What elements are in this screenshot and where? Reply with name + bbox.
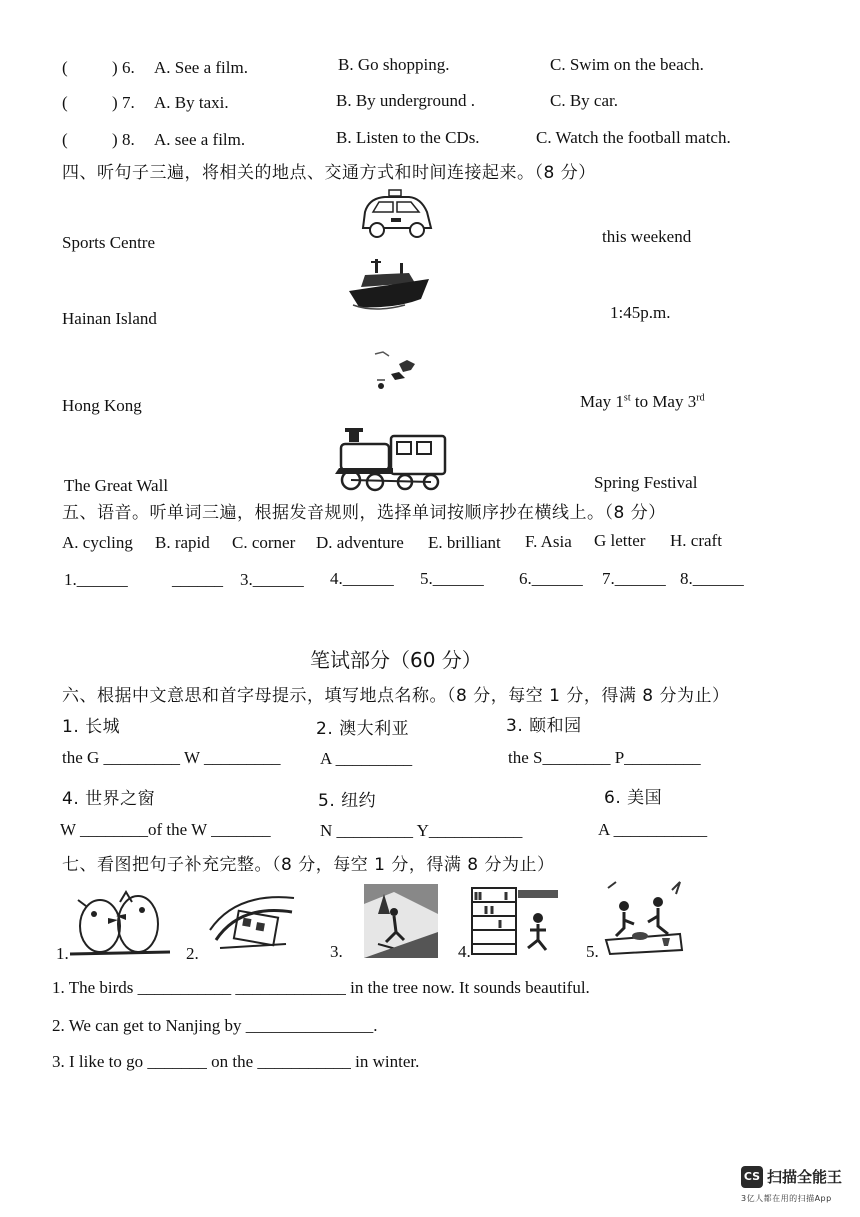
time-this-weekend: this weekend — [602, 227, 692, 246]
picture-number: 5. — [586, 942, 599, 961]
library-icon — [470, 884, 560, 958]
answer-bracket-close: ) — [112, 130, 118, 149]
picture-number: 1. — [56, 944, 69, 963]
answer-blank[interactable]: 3.______ — [240, 570, 304, 589]
picnic-icon — [602, 880, 684, 958]
scanner-tagline: 3亿人都在用的扫描App — [741, 1194, 832, 1203]
word-option: F. Asia — [525, 532, 572, 551]
picture-number: 3. — [330, 942, 343, 961]
answer-bracket-close: ) — [112, 58, 118, 77]
train-icon — [206, 890, 298, 956]
option-c: C. By car. — [550, 91, 618, 110]
word-option: C. corner — [232, 533, 296, 552]
picture-number: 4. — [458, 942, 471, 961]
sentence-2: 2. We can get to Nanjing by _______________. — [52, 1016, 378, 1035]
word-option: D. adventure — [316, 533, 404, 552]
birds-icon — [68, 886, 172, 960]
scanner-app-name: 扫描全能王 — [767, 1168, 843, 1186]
answer-blank[interactable]: 1.______ — [64, 570, 128, 589]
answer-bracket: ( — [62, 130, 68, 149]
option-a: A. see a film. — [154, 130, 246, 149]
answer-bracket: ( — [62, 93, 68, 112]
answer-new-york[interactable]: N _________ Y___________ — [320, 821, 523, 840]
section-7-title: 七、看图把句子补充完整。（8 分，每空 1 分，得满 8 分为止） — [62, 855, 555, 875]
option-b: B. Go shopping. — [338, 55, 450, 74]
plane-icon — [355, 350, 425, 392]
written-part-heading: 笔试部分（60 分） — [310, 648, 482, 672]
question-number: 7. — [122, 93, 135, 112]
option-a: A. By taxi. — [154, 93, 229, 112]
clue-new-york: 5. 纽约 — [318, 791, 377, 811]
answer-great-wall[interactable]: the G _________ W _________ — [62, 748, 281, 767]
word-option: A. cycling — [62, 533, 133, 552]
time-spring-festival: Spring Festival — [594, 473, 698, 492]
clue-great-wall: 1. 长城 — [62, 717, 121, 737]
answer-bracket-close: ) — [112, 93, 118, 112]
answer-australia[interactable]: A _________ — [320, 749, 413, 768]
answer-blank[interactable]: 4.______ — [330, 569, 394, 588]
option-b: B. Listen to the CDs. — [336, 128, 480, 147]
scanner-logo: CS — [741, 1166, 763, 1188]
answer-blank[interactable]: 6.______ — [519, 569, 583, 588]
section-6-title: 六、根据中文意思和首字母提示，填写地点名称。（8 分，每空 1 分，得满 8 分为止） — [62, 686, 730, 706]
word-option: G letter — [594, 531, 646, 550]
taxi-icon — [355, 188, 435, 244]
time-may-1-to-3: May 1st to May 3rd — [580, 392, 705, 411]
word-option: E. brilliant — [428, 533, 501, 552]
answer-blank[interactable]: 7.______ — [602, 569, 666, 588]
clue-usa: 6. 美国 — [604, 788, 663, 808]
place-hainan-island: Hainan Island — [62, 309, 157, 328]
time-145pm: 1:45p.m. — [610, 303, 671, 322]
place-hong-kong: Hong Kong — [62, 396, 142, 415]
word-option: H. craft — [670, 531, 722, 550]
clue-window-of-the-world: 4. 世界之窗 — [62, 789, 156, 809]
picture-number: 2. — [186, 944, 199, 963]
section-4-title: 四、听句子三遍，将相关的地点、交通方式和时间连接起来。（8 分） — [62, 163, 596, 183]
sentence-3: 3. I like to go _______ on the ___________ in winter. — [52, 1052, 420, 1071]
place-sports-centre: Sports Centre — [62, 233, 156, 252]
sentence-1: 1. The birds ___________ _____________ in the tree now. It sounds beautiful. — [52, 978, 590, 997]
train-icon — [333, 428, 451, 492]
option-c: C. Swim on the beach. — [550, 55, 704, 74]
answer-window-of-the-world[interactable]: W ________of the W _______ — [60, 820, 271, 839]
question-number: 8. — [122, 130, 135, 149]
answer-blank[interactable]: ______ — [172, 570, 223, 589]
skiing-icon — [364, 884, 438, 958]
answer-bracket: ( — [62, 58, 68, 77]
answer-usa[interactable]: A ___________ — [598, 820, 708, 839]
question-number: 6. — [122, 58, 135, 77]
ship-icon — [345, 255, 431, 315]
option-c: C. Watch the football match. — [536, 128, 731, 147]
section-5-title: 五、语音。听单词三遍，根据发音规则，选择单词按顺序抄在横线上。（8 分） — [62, 503, 666, 523]
option-a: A. See a film. — [154, 58, 248, 77]
answer-summer-palace[interactable]: the S________ P_________ — [508, 748, 701, 767]
clue-australia: 2. 澳大利亚 — [316, 719, 410, 739]
place-great-wall: The Great Wall — [64, 476, 169, 495]
answer-blank[interactable]: 8.______ — [680, 569, 744, 588]
answer-blank[interactable]: 5.______ — [420, 569, 484, 588]
word-option: B. rapid — [155, 533, 210, 552]
clue-summer-palace: 3. 颐和园 — [506, 716, 582, 736]
option-b: B. By underground . — [336, 91, 475, 110]
